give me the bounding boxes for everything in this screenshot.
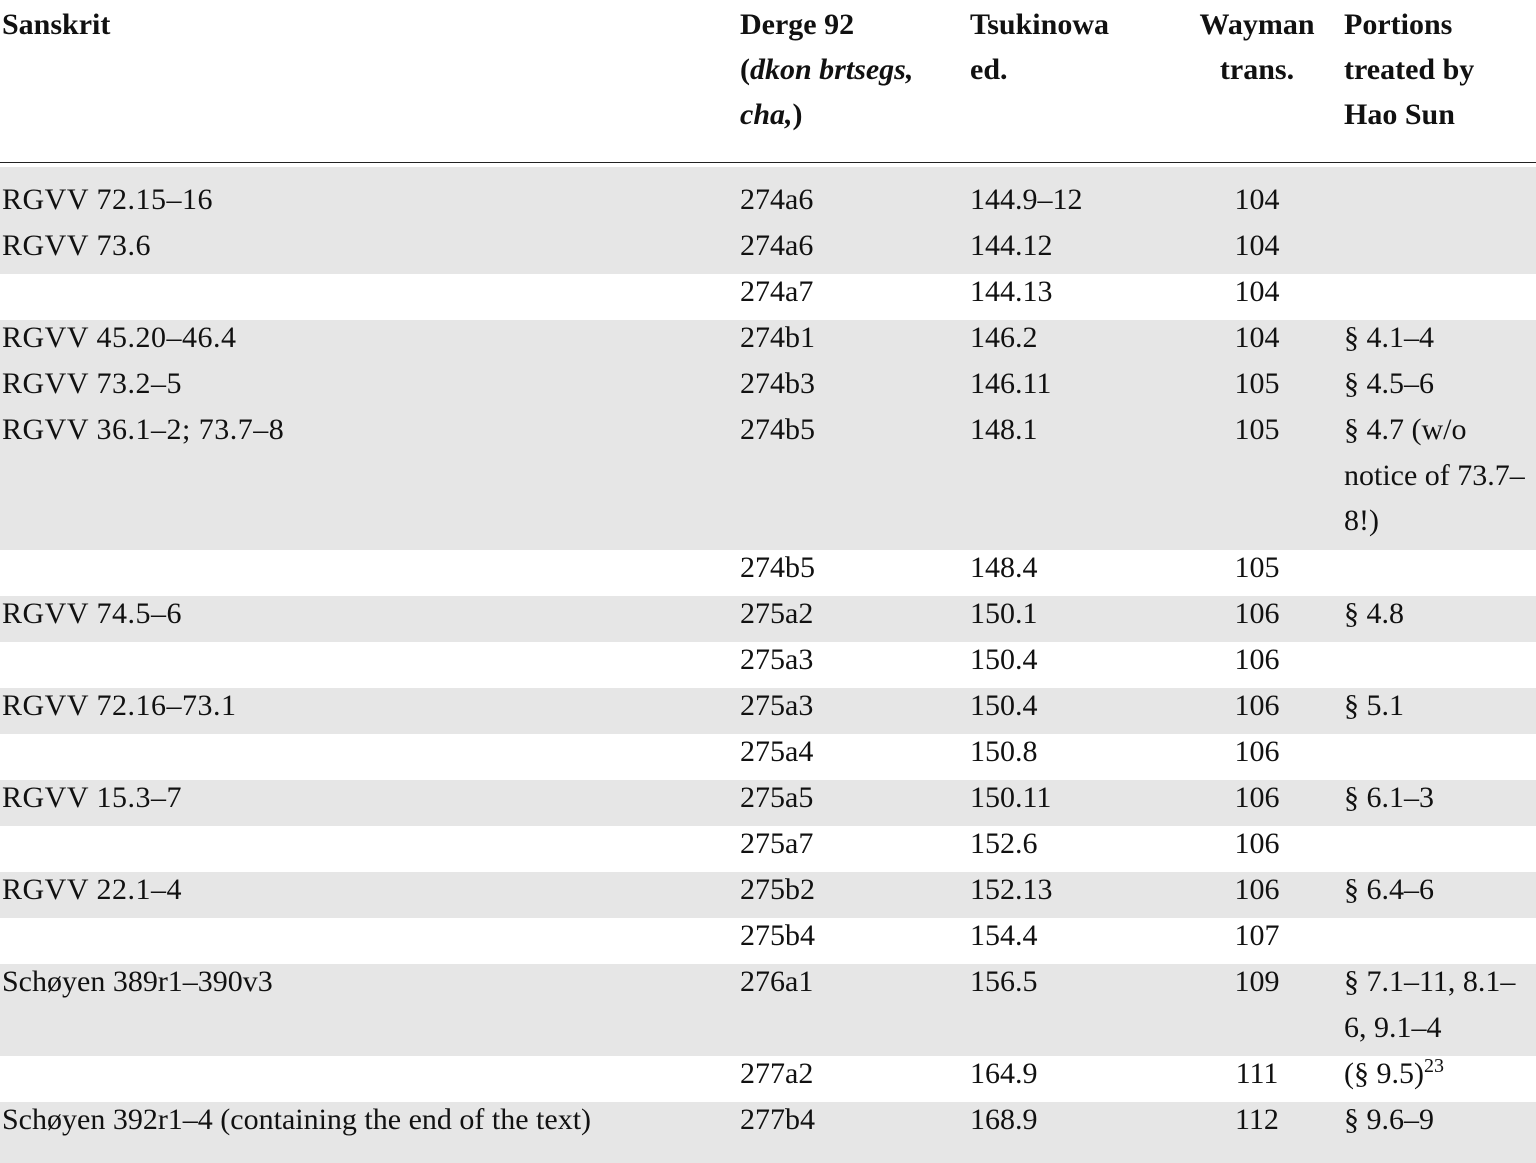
cell-portions — [1344, 959, 1534, 1050]
cell-derge: 275a2 — [740, 597, 814, 630]
cell-derge: 275a3 — [740, 689, 814, 722]
table-row — [0, 412, 1536, 550]
cell-wayman: 104 — [1234, 183, 1280, 216]
header-portions-line2: treated by — [1344, 53, 1475, 86]
header-derge — [740, 2, 913, 137]
cell-wayman: 106 — [1234, 781, 1280, 814]
header-tsukinowa — [970, 2, 1109, 92]
cell-sanskrit: RGVV 73.6 — [2, 229, 151, 262]
cell-sanskrit: Schøyen 392r1–4 (containing the end of the text) — [2, 1103, 592, 1136]
cell-wayman: 106 — [1234, 827, 1280, 860]
cell-tsukinowa: 164.9 — [970, 1057, 1038, 1090]
cell-tsukinowa: 150.4 — [970, 689, 1038, 722]
header-derge-line3 — [740, 92, 913, 137]
cell-derge: 274a6 — [740, 229, 814, 262]
table-row — [0, 688, 1536, 734]
cell-wayman: 105 — [1234, 367, 1280, 400]
cell-tsukinowa: 150.11 — [970, 781, 1052, 814]
table-row — [0, 596, 1536, 642]
table-row — [0, 780, 1536, 826]
header-wayman — [1190, 2, 1324, 92]
cell-tsukinowa: 150.8 — [970, 735, 1038, 768]
cell-sanskrit: Schøyen 389r1–390v3 — [2, 965, 273, 998]
cell-wayman: 106 — [1234, 597, 1280, 630]
cell-portions — [1344, 683, 1534, 729]
header-sanskrit — [2, 2, 110, 47]
cell-tsukinowa: 150.4 — [970, 643, 1038, 676]
cell-portions-text: § 4.8 — [1344, 597, 1404, 630]
table-row — [0, 964, 1536, 1056]
table-row — [0, 918, 1536, 964]
cell-derge: 277b4 — [740, 1103, 815, 1136]
cell-portions — [1344, 361, 1534, 407]
cell-wayman: 112 — [1235, 1103, 1279, 1136]
cell-portions-text: § 4.1–4 — [1344, 321, 1434, 354]
table-header — [0, 0, 1536, 163]
cell-tsukinowa: 144.13 — [970, 275, 1053, 308]
cell-derge: 274a6 — [740, 183, 814, 216]
cell-tsukinowa: 152.13 — [970, 873, 1053, 906]
header-portions-line1: Portions — [1344, 8, 1453, 41]
cell-wayman: 106 — [1234, 735, 1280, 768]
cell-portions — [1344, 407, 1534, 544]
cell-wayman: 104 — [1234, 229, 1280, 262]
cell-sanskrit: RGVV 73.2–5 — [2, 367, 182, 400]
cell-tsukinowa: 144.12 — [970, 229, 1053, 262]
cell-derge: 274b1 — [740, 321, 815, 354]
cell-portions — [1344, 1051, 1534, 1097]
cell-sanskrit: RGVV 45.20–46.4 — [2, 321, 237, 354]
header-tsukinowa-line1: Tsukinowa — [970, 8, 1109, 41]
cell-wayman: 109 — [1234, 965, 1280, 998]
cell-derge: 274b3 — [740, 367, 815, 400]
cell-sanskrit: RGVV 36.1–2; 73.7–8 — [2, 413, 285, 446]
cell-derge: 275a7 — [740, 827, 814, 860]
table-row — [0, 228, 1536, 274]
table-row — [0, 1102, 1536, 1163]
table-row — [0, 167, 1536, 228]
cell-tsukinowa: 156.5 — [970, 965, 1038, 998]
cell-derge: 275a5 — [740, 781, 814, 814]
cell-sanskrit: RGVV 74.5–6 — [2, 597, 182, 630]
table-row — [0, 550, 1536, 596]
cell-wayman: 105 — [1234, 413, 1280, 446]
cell-portions-text: § 6.1–3 — [1344, 781, 1434, 814]
header-sanskrit-text: Sanskrit — [2, 8, 111, 41]
header-wayman-line2: trans. — [1219, 53, 1295, 86]
header-portions-line3: Hao Sun — [1344, 98, 1455, 131]
header-portions — [1344, 2, 1474, 137]
cell-tsukinowa: 168.9 — [970, 1103, 1038, 1136]
cell-derge: 276a1 — [740, 965, 814, 998]
cell-portions-text: (§ 9.5) — [1344, 1057, 1424, 1090]
cell-wayman: 105 — [1234, 551, 1280, 584]
cell-derge: 277a2 — [740, 1057, 814, 1090]
header-wayman-line1: Wayman — [1199, 8, 1315, 41]
cell-tsukinowa: 146.2 — [970, 321, 1038, 354]
cell-wayman: 104 — [1234, 321, 1280, 354]
cell-wayman: 106 — [1234, 643, 1280, 676]
cell-wayman: 104 — [1234, 275, 1280, 308]
cell-derge: 274a7 — [740, 275, 814, 308]
cell-portions-text: § 7.1–11, 8.1–6, 9.1–4 — [1344, 965, 1516, 1044]
cell-wayman: 106 — [1234, 689, 1280, 722]
cell-derge: 275a3 — [740, 643, 814, 676]
table-row — [0, 274, 1536, 320]
cell-derge: 274b5 — [740, 413, 815, 446]
table-row — [0, 642, 1536, 688]
cell-portions — [1344, 315, 1534, 361]
header-derge-line2 — [740, 47, 913, 92]
table-row — [0, 1056, 1536, 1102]
table-row — [0, 826, 1536, 872]
cell-portions — [1344, 591, 1534, 637]
header-derge-close: ) — [792, 98, 803, 131]
footnote-marker[interactable]: 23 — [1423, 1055, 1444, 1077]
cell-portions — [1344, 867, 1534, 913]
cell-portions-text: § 4.5–6 — [1344, 367, 1434, 400]
cell-tsukinowa: 144.9–12 — [970, 183, 1083, 216]
header-derge-italic2: cha, — [740, 98, 793, 131]
cell-wayman: 111 — [1235, 1057, 1279, 1090]
cell-wayman: 107 — [1234, 919, 1280, 952]
cell-sanskrit: RGVV 72.15–16 — [2, 183, 213, 216]
cell-tsukinowa: 148.4 — [970, 551, 1038, 584]
table-row — [0, 872, 1536, 918]
cell-sanskrit: RGVV 15.3–7 — [2, 781, 182, 814]
cell-portions — [1344, 1097, 1534, 1143]
cell-portions-text: § 9.6–9 — [1344, 1103, 1434, 1136]
table-row — [0, 734, 1536, 780]
cell-tsukinowa: 154.4 — [970, 919, 1038, 952]
table-row — [0, 366, 1536, 412]
cell-sanskrit: RGVV 72.16–73.1 — [2, 689, 237, 722]
cell-tsukinowa: 150.1 — [970, 597, 1038, 630]
cell-derge: 275a4 — [740, 735, 814, 768]
cell-portions-text: § 4.7 (w/o notice of 73.7–8!) — [1344, 413, 1525, 537]
cell-portions — [1344, 775, 1534, 821]
cell-tsukinowa: 148.1 — [970, 413, 1038, 446]
cell-sanskrit: RGVV 22.1–4 — [2, 873, 182, 906]
cell-wayman: 106 — [1234, 873, 1280, 906]
cell-derge: 274b5 — [740, 551, 815, 584]
cell-portions-text: § 6.4–6 — [1344, 873, 1434, 906]
cell-tsukinowa: 152.6 — [970, 827, 1038, 860]
cell-derge: 275b4 — [740, 919, 815, 952]
header-derge-italic1: dkon brtsegs, — [750, 53, 914, 86]
header-tsukinowa-line2: ed. — [970, 53, 1008, 86]
cell-portions-text: § 5.1 — [1344, 689, 1404, 722]
header-derge-line1: Derge 92 — [740, 8, 855, 41]
table-row — [0, 320, 1536, 366]
header-derge-open: ( — [740, 53, 750, 86]
cell-tsukinowa: 146.11 — [970, 367, 1052, 400]
cell-derge: 275b2 — [740, 873, 815, 906]
